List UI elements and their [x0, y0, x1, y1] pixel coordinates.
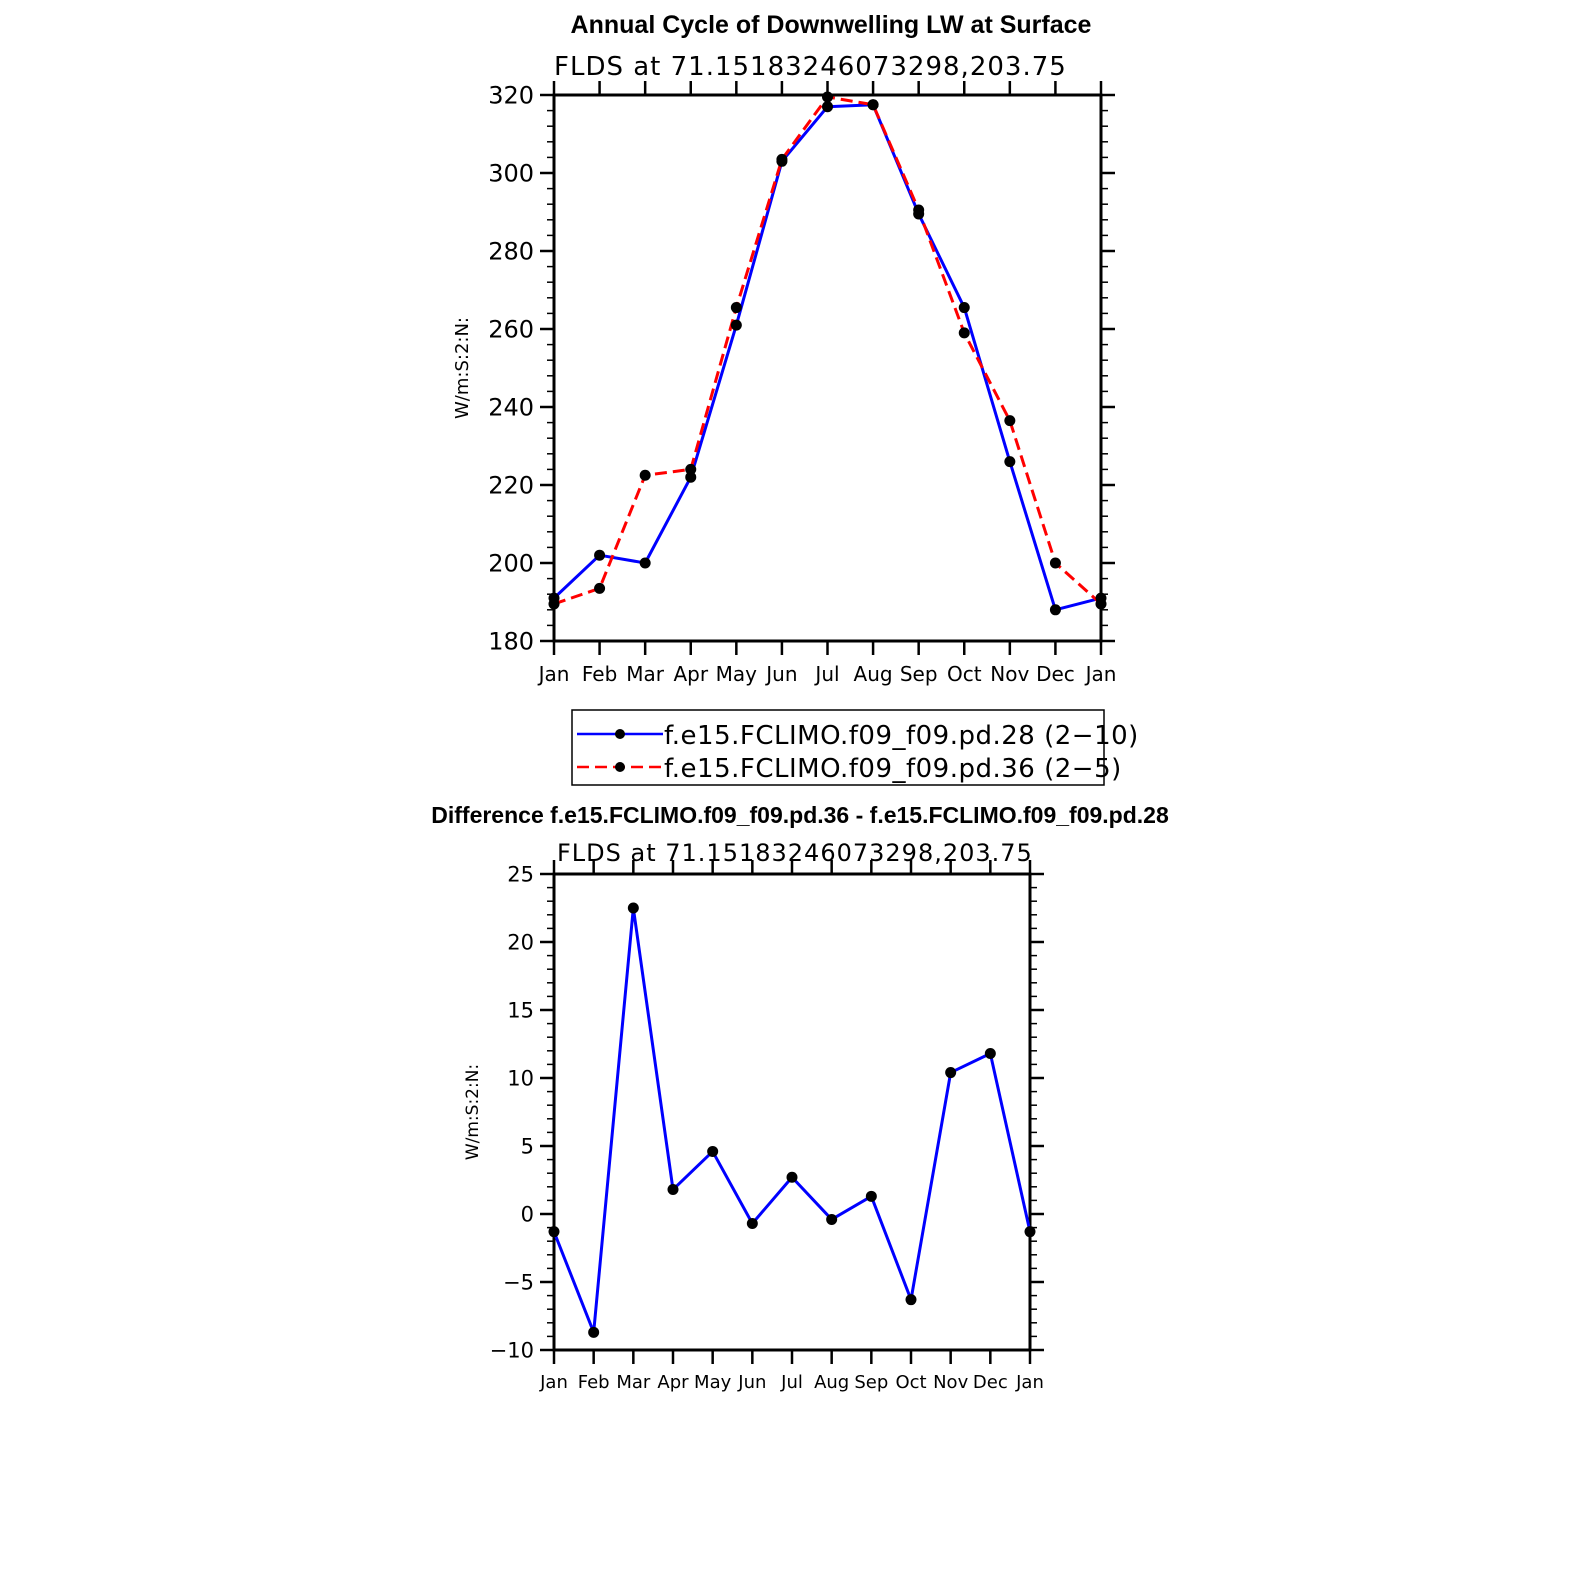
data-point-series-1	[594, 550, 605, 561]
y-tick-label: 320	[488, 81, 534, 110]
legend	[572, 710, 1139, 785]
data-point-series-2	[913, 205, 924, 216]
data-point-series-2	[1004, 415, 1015, 426]
x-tick-label: Jan	[540, 1372, 568, 1393]
data-point-series-2	[640, 470, 651, 481]
data-point-series-1	[588, 1327, 599, 1338]
data-point-series-2	[1050, 558, 1061, 569]
data-point-series-1	[707, 1146, 718, 1157]
data-point-series-1	[787, 1172, 798, 1183]
legend-marker-series-1	[615, 729, 625, 739]
data-point-series-2	[549, 598, 560, 609]
x-tick-label: May	[715, 662, 758, 686]
series-line-1	[554, 105, 1101, 610]
y-tick-label: 260	[488, 315, 534, 344]
y-tick-label: 240	[488, 393, 534, 422]
y-tick-label: 20	[507, 930, 534, 955]
data-point-series-2	[776, 154, 787, 165]
data-point-series-2	[1096, 598, 1107, 609]
data-point-series-1	[1004, 456, 1015, 467]
x-tick-label: Dec	[1036, 662, 1075, 686]
y-tick-label: 300	[488, 159, 534, 188]
x-tick-label: Jun	[766, 662, 798, 686]
data-point-series-1	[747, 1218, 758, 1229]
y-tick-label: 10	[507, 1066, 534, 1091]
data-point-series-1	[549, 1226, 560, 1237]
data-point-series-1	[945, 1067, 956, 1078]
series-line-2	[554, 97, 1101, 604]
series-line-1	[554, 908, 1030, 1332]
x-tick-label: Feb	[577, 1372, 610, 1393]
data-point-series-1	[906, 1294, 917, 1305]
data-point-series-2	[868, 99, 879, 110]
x-tick-label: Mar	[626, 662, 665, 686]
data-point-series-1	[628, 903, 639, 914]
x-tick-label: Jan	[538, 662, 570, 686]
annual-cycle-chart	[452, 11, 1139, 785]
x-tick-label: Dec	[972, 1372, 1008, 1393]
top-plot-area	[488, 81, 1116, 686]
data-point-series-1	[822, 101, 833, 112]
data-point-series-1	[826, 1214, 837, 1225]
x-tick-label: Feb	[581, 662, 618, 686]
chart-subtitle: FLDS at 71.15183246073298,203.75	[554, 52, 1067, 82]
x-tick-label: Jan	[1085, 662, 1117, 686]
chart-title: Difference f.e15.FCLIMO.f09_f09.pd.36 - f.e15.FCLIMO.f09_f09.pd.28	[431, 802, 1169, 828]
x-tick-label: Jul	[815, 662, 840, 686]
legend-marker-series-2	[615, 762, 625, 772]
data-point-series-1	[866, 1191, 877, 1202]
y-axis-label: W/m:S:2:N:	[452, 317, 473, 419]
x-tick-label: Sep	[854, 1372, 889, 1393]
plot-frame	[554, 874, 1030, 1350]
y-tick-label: 15	[507, 998, 534, 1023]
x-tick-label: Sep	[899, 662, 938, 686]
y-tick-label: 0	[520, 1202, 534, 1227]
y-tick-label: 280	[488, 237, 534, 266]
legend-label-series-2: f.e15.FCLIMO.f09_f09.pd.36 (2−5)	[664, 754, 1122, 784]
y-tick-label: 200	[488, 549, 534, 578]
plot-frame	[554, 95, 1101, 641]
data-point-series-2	[959, 327, 970, 338]
data-point-series-1	[959, 302, 970, 313]
x-tick-label: Aug	[814, 1372, 850, 1393]
x-tick-label: May	[694, 1372, 732, 1393]
y-tick-label: −5	[503, 1270, 534, 1295]
data-point-series-2	[685, 464, 696, 475]
difference-chart	[431, 802, 1169, 1393]
legend-label-series-1: f.e15.FCLIMO.f09_f09.pd.28 (2−10)	[664, 721, 1139, 751]
x-tick-label: Nov	[990, 662, 1030, 686]
x-tick-label: Apr	[657, 1372, 689, 1393]
data-point-series-1	[1025, 1226, 1036, 1237]
data-point-series-2	[822, 91, 833, 102]
x-tick-label: Oct	[895, 1372, 927, 1393]
y-axis-label: W/m:S:2:N:	[463, 1063, 483, 1161]
x-tick-label: Nov	[933, 1372, 969, 1393]
y-tick-label: 180	[488, 627, 534, 656]
data-point-series-1	[640, 558, 651, 569]
data-point-series-2	[594, 583, 605, 594]
x-tick-label: Aug	[853, 662, 893, 686]
y-tick-label: 5	[520, 1134, 534, 1159]
y-tick-label: 220	[488, 471, 534, 500]
bottom-plot-area	[490, 860, 1044, 1393]
data-point-series-1	[1050, 604, 1061, 615]
chart-subtitle: FLDS at 71.15183246073298,203.75	[557, 839, 1033, 867]
x-tick-label: Apr	[673, 662, 709, 686]
x-tick-label: Mar	[616, 1372, 651, 1393]
y-tick-label: −10	[489, 1338, 534, 1363]
x-tick-label: Jun	[738, 1372, 767, 1393]
data-point-series-1	[985, 1048, 996, 1059]
data-point-series-1	[668, 1184, 679, 1195]
chart-title: Annual Cycle of Downwelling LW at Surface	[570, 11, 1092, 39]
y-tick-label: 25	[507, 862, 534, 887]
x-tick-label: Jul	[781, 1372, 803, 1393]
x-tick-label: Jan	[1016, 1372, 1044, 1393]
data-point-series-2	[731, 302, 742, 313]
x-tick-label: Oct	[946, 662, 982, 686]
data-point-series-1	[731, 320, 742, 331]
